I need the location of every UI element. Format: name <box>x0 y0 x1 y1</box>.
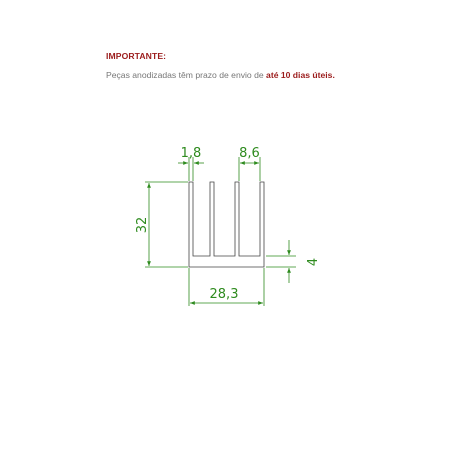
base-thickness-label: 4 <box>306 257 321 267</box>
notice-text-after: . <box>332 70 335 80</box>
heatsink-profile <box>189 182 264 267</box>
notice-title: IMPORTANTE: <box>106 51 167 61</box>
notice-highlight: até 10 dias úteis <box>266 70 333 80</box>
height-dimension <box>145 182 188 267</box>
base-thickness-dimension <box>266 240 296 283</box>
width-dimension-label: 28,3 <box>209 287 239 302</box>
height-dimension-label: 32 <box>135 216 150 234</box>
fin-gap-label: 8,6 <box>239 146 260 161</box>
notice-text-before: Peças anodizadas têm prazo de envio de <box>106 70 267 80</box>
fin-thickness-label: 1,8 <box>180 146 202 161</box>
